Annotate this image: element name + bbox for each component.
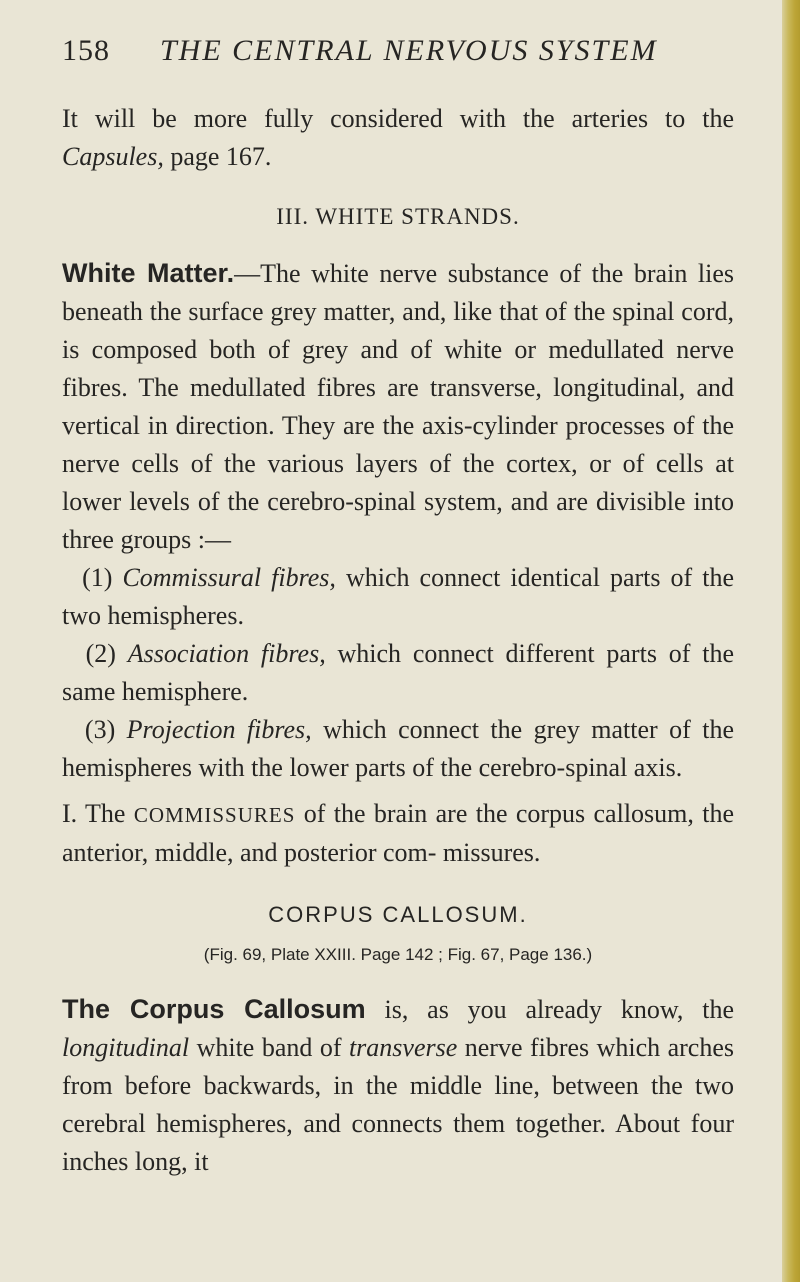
group-text: which connect different parts of the same hemisphere. xyxy=(62,639,734,706)
commissures-prefix: I. The xyxy=(62,799,134,828)
intro-paragraph xyxy=(62,100,734,176)
corpus-callosum-heading: CORPUS CALLOSUM. xyxy=(268,902,528,927)
group-term: Association fibres, xyxy=(127,639,326,668)
group-term: Commissural fibres, xyxy=(122,563,336,592)
commissures-text: of the brain are the corpus callosum, the anterior, middle, and posterior com- missures. xyxy=(62,799,734,867)
commissures-smallcaps: COMMISSURES xyxy=(133,803,296,827)
group-text: which connect identical parts of the two hemispheres. xyxy=(62,563,734,630)
intro-italic: Capsules, xyxy=(62,142,164,171)
white-matter-lead: White Matter. xyxy=(62,258,235,288)
group-item-1 xyxy=(62,559,734,635)
commissures-paragraph xyxy=(62,795,734,872)
corpus-text-2: white band of xyxy=(189,1033,349,1062)
section-title: III. WHITE STRANDS. xyxy=(276,204,520,229)
group-item-2 xyxy=(62,635,734,711)
running-title: THE CENTRAL NERVOUS SYSTEM xyxy=(160,34,658,67)
corpus-lead: The Corpus Callosum xyxy=(62,994,366,1024)
intro-text-after: page 167. xyxy=(163,142,272,171)
white-matter-text: —The white nerve substance of the brain lies beneath the surface grey matter, and, like that of the spinal cord, is composed both of grey and of white or medullated nerve fibres. The medullated fibres are transverse, longitudinal, and vertical in direction. They are the axis-cylinder processes of the nerve cells of the various layers of the cortex, or of cells at lower levels of the cerebro-spinal system, and are divisible into three groups :— xyxy=(62,259,734,554)
corpus-text-1: is, as you already know, the xyxy=(365,995,734,1024)
book-page xyxy=(62,34,734,1181)
corpus-italic-1: longitudinal xyxy=(62,1033,190,1062)
corpus-callosum-paragraph xyxy=(62,990,734,1181)
group-item-3 xyxy=(62,711,734,787)
group-text: which connect the grey matter of the hemispheres with the lower parts of the cerebro-spinal axis. xyxy=(62,715,734,782)
running-head xyxy=(62,34,734,82)
white-matter-paragraph xyxy=(62,254,734,559)
group-number: (1) xyxy=(82,563,123,592)
intro-text: It will be more fully considered with the arteries to the xyxy=(62,104,734,133)
figure-reference: (Fig. 69, Plate XXIII. Page 142 ; Fig. 67, Page 136.) xyxy=(203,945,593,964)
corpus-italic-2: transverse xyxy=(348,1033,458,1062)
page-edge xyxy=(782,0,800,1282)
page-number: 158 xyxy=(62,34,110,67)
group-term: Projection fibres, xyxy=(126,715,312,744)
corpus-text-3: nerve fibres which arches from before backwards, in the middle line, between the two cerebral hemispheres, and connects them together. About four inches long, it xyxy=(62,1033,735,1176)
group-number: (2) xyxy=(85,639,128,668)
group-number: (3) xyxy=(84,715,127,744)
